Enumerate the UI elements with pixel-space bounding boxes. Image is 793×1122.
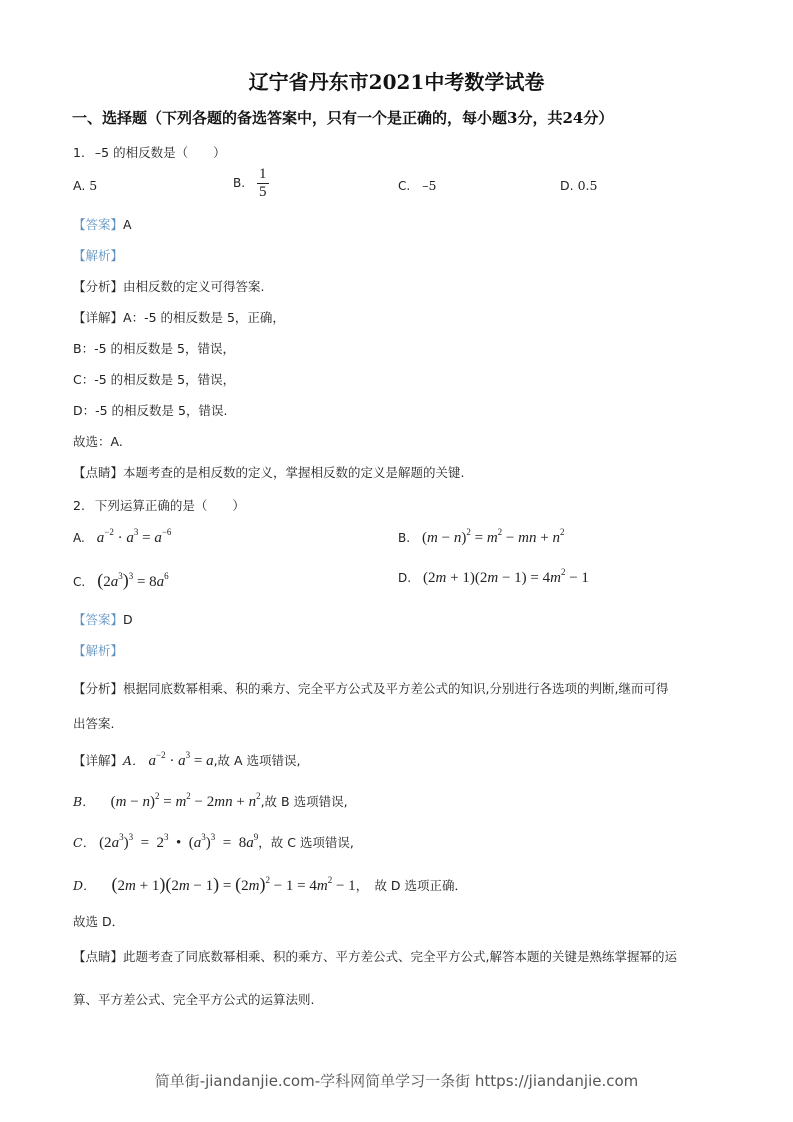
option-b <box>233 166 269 201</box>
option-ref: C． <box>73 835 96 850</box>
option-a <box>73 527 172 547</box>
expression: $a^{-2} \cdot a^3 = a$ <box>148 750 214 769</box>
xiangjie-line-a <box>73 308 285 326</box>
numerator: 1 <box>259 166 267 182</box>
option-label: C. <box>398 179 411 193</box>
option-d <box>560 178 597 193</box>
option-ref: B． <box>73 794 95 809</box>
conclusion: 故选：A. <box>73 434 123 449</box>
question-1-stem <box>73 143 226 161</box>
xiangjie-tag: 【详解】 <box>73 310 124 325</box>
xiangjie-tag: 【详解】 <box>73 753 124 768</box>
analysis-tag: 【解析】 <box>73 248 124 263</box>
xiangjie-line-d: D：-5 的相反数是 5，错误. <box>73 403 228 418</box>
option-c <box>73 570 169 591</box>
option-label: B. <box>233 176 246 190</box>
footer-watermark: 简单街-jiandanjie.com-学科网简单学习一条街 https://jiandanjie.com <box>154 1072 639 1090</box>
question-number: 2. <box>73 498 85 513</box>
expression: $(2a^3)^3 = 2^3$ • $(a^3)^3 = 8a^9$ <box>99 832 259 851</box>
dianjing-text: 此题考查了同底数幂相乘、积的乘方、平方差公式、完全平方公式,解答本题的关键是熟练掌握幂的运 <box>123 949 677 964</box>
xiangjie-line-b <box>73 792 348 811</box>
xiangjie-text: ，故 C 选项错误, <box>258 835 354 850</box>
option-ref: A． <box>123 753 145 768</box>
conclusion: 故选 D． <box>73 914 125 929</box>
answer-tag: 【答案】 <box>73 612 124 627</box>
xiangjie-line-d <box>73 874 467 895</box>
option-value: –5 <box>422 178 437 193</box>
fenxi-tag: 【分析】 <box>73 279 124 294</box>
option-d <box>398 567 589 587</box>
fenxi-text: 由相反数的定义可得答案. <box>123 279 265 294</box>
question-2-stem <box>73 496 245 514</box>
dianjing-line <box>73 463 465 481</box>
fraction <box>257 166 269 201</box>
dianjing-tag: 【点睛】 <box>73 465 124 480</box>
option-expression: $(m - n)^2 = m^2$ − mn + $n^2$ <box>422 527 565 546</box>
expression: $(m - n)^2 = m^2 - 2mn + n^2$ <box>110 791 261 810</box>
option-label: C. <box>73 575 86 589</box>
xiangjie-text: ,故 B 选项错误, <box>260 794 348 809</box>
fenxi-tag: 【分析】 <box>73 681 124 696</box>
analysis-tag: 【解析】 <box>73 643 124 658</box>
fenxi-line-2: 出答案. <box>73 716 115 731</box>
answer-line <box>73 610 133 628</box>
dianjing-text: 本题考查的是相反数的定义，掌握相反数的定义是解题的关键. <box>123 465 465 480</box>
expression: $(2m + 1)(2m - 1) = (2m)^2 - 1 = 4m^2 - 1$ <box>111 874 356 894</box>
option-label: D. <box>398 571 412 585</box>
answer-line <box>73 215 132 233</box>
option-b <box>398 527 565 547</box>
option-value: 0.5 <box>577 178 598 193</box>
option-c <box>398 178 436 193</box>
xiangjie-text: A：-5 的相反数是 5，正确， <box>123 310 285 325</box>
option-ref: D． <box>73 878 96 893</box>
answer-tag: 【答案】 <box>73 217 124 232</box>
answer-value: A <box>123 217 132 232</box>
question-number: 1. <box>73 145 85 160</box>
xiangjie-line-b: B：-5 的相反数是 5，错误， <box>73 341 235 356</box>
option-label: A. <box>73 531 85 545</box>
fenxi-line <box>73 679 668 697</box>
xiangjie-line-c: C：-5 的相反数是 5，错误， <box>73 372 236 387</box>
option-a <box>73 178 97 193</box>
option-expression: $(2m + 1)(2m - 1) = 4m^2 - 1$ <box>423 567 589 586</box>
option-expression: $a^{-2} \cdot a^3 = a^{-6}$ <box>96 527 172 546</box>
dianjing-line <box>73 947 677 965</box>
option-label: B. <box>398 531 411 545</box>
xiangjie-text: ， 故 D 选项正确． <box>355 878 468 893</box>
answer-value: D <box>123 612 133 627</box>
option-value: 5 <box>89 178 98 193</box>
xiangjie-line-c <box>73 833 354 852</box>
denominator: 5 <box>259 184 267 200</box>
option-expression: $(2a^3)^3 = 8a^6$ <box>97 570 169 590</box>
fenxi-text: 根据同底数幂相乘、积的乘方、完全平方公式及平方差公式的知识,分别进行各选项的判断,继而可得 <box>123 681 669 696</box>
document-title: 辽宁省丹东市2021中考数学试卷 <box>248 70 545 94</box>
question-text: 下列运算正确的是（ ） <box>94 498 245 513</box>
xiangjie-text: ,故 A 选项错误, <box>213 753 301 768</box>
section-heading: 一、选择题（下列各题的备选答案中，只有一个是正确的，每小题3分，共24分） <box>72 109 614 127</box>
xiangjie-line-a <box>73 751 301 770</box>
option-label: D. <box>560 178 574 193</box>
option-label: A. <box>73 178 86 193</box>
question-text: –5 的相反数是（ ） <box>94 145 226 160</box>
fenxi-line <box>73 277 265 295</box>
dianjing-tag: 【点睛】 <box>73 949 124 964</box>
dianjing-line-2: 算、平方差公式、完全平方公式的运算法则. <box>73 992 315 1007</box>
